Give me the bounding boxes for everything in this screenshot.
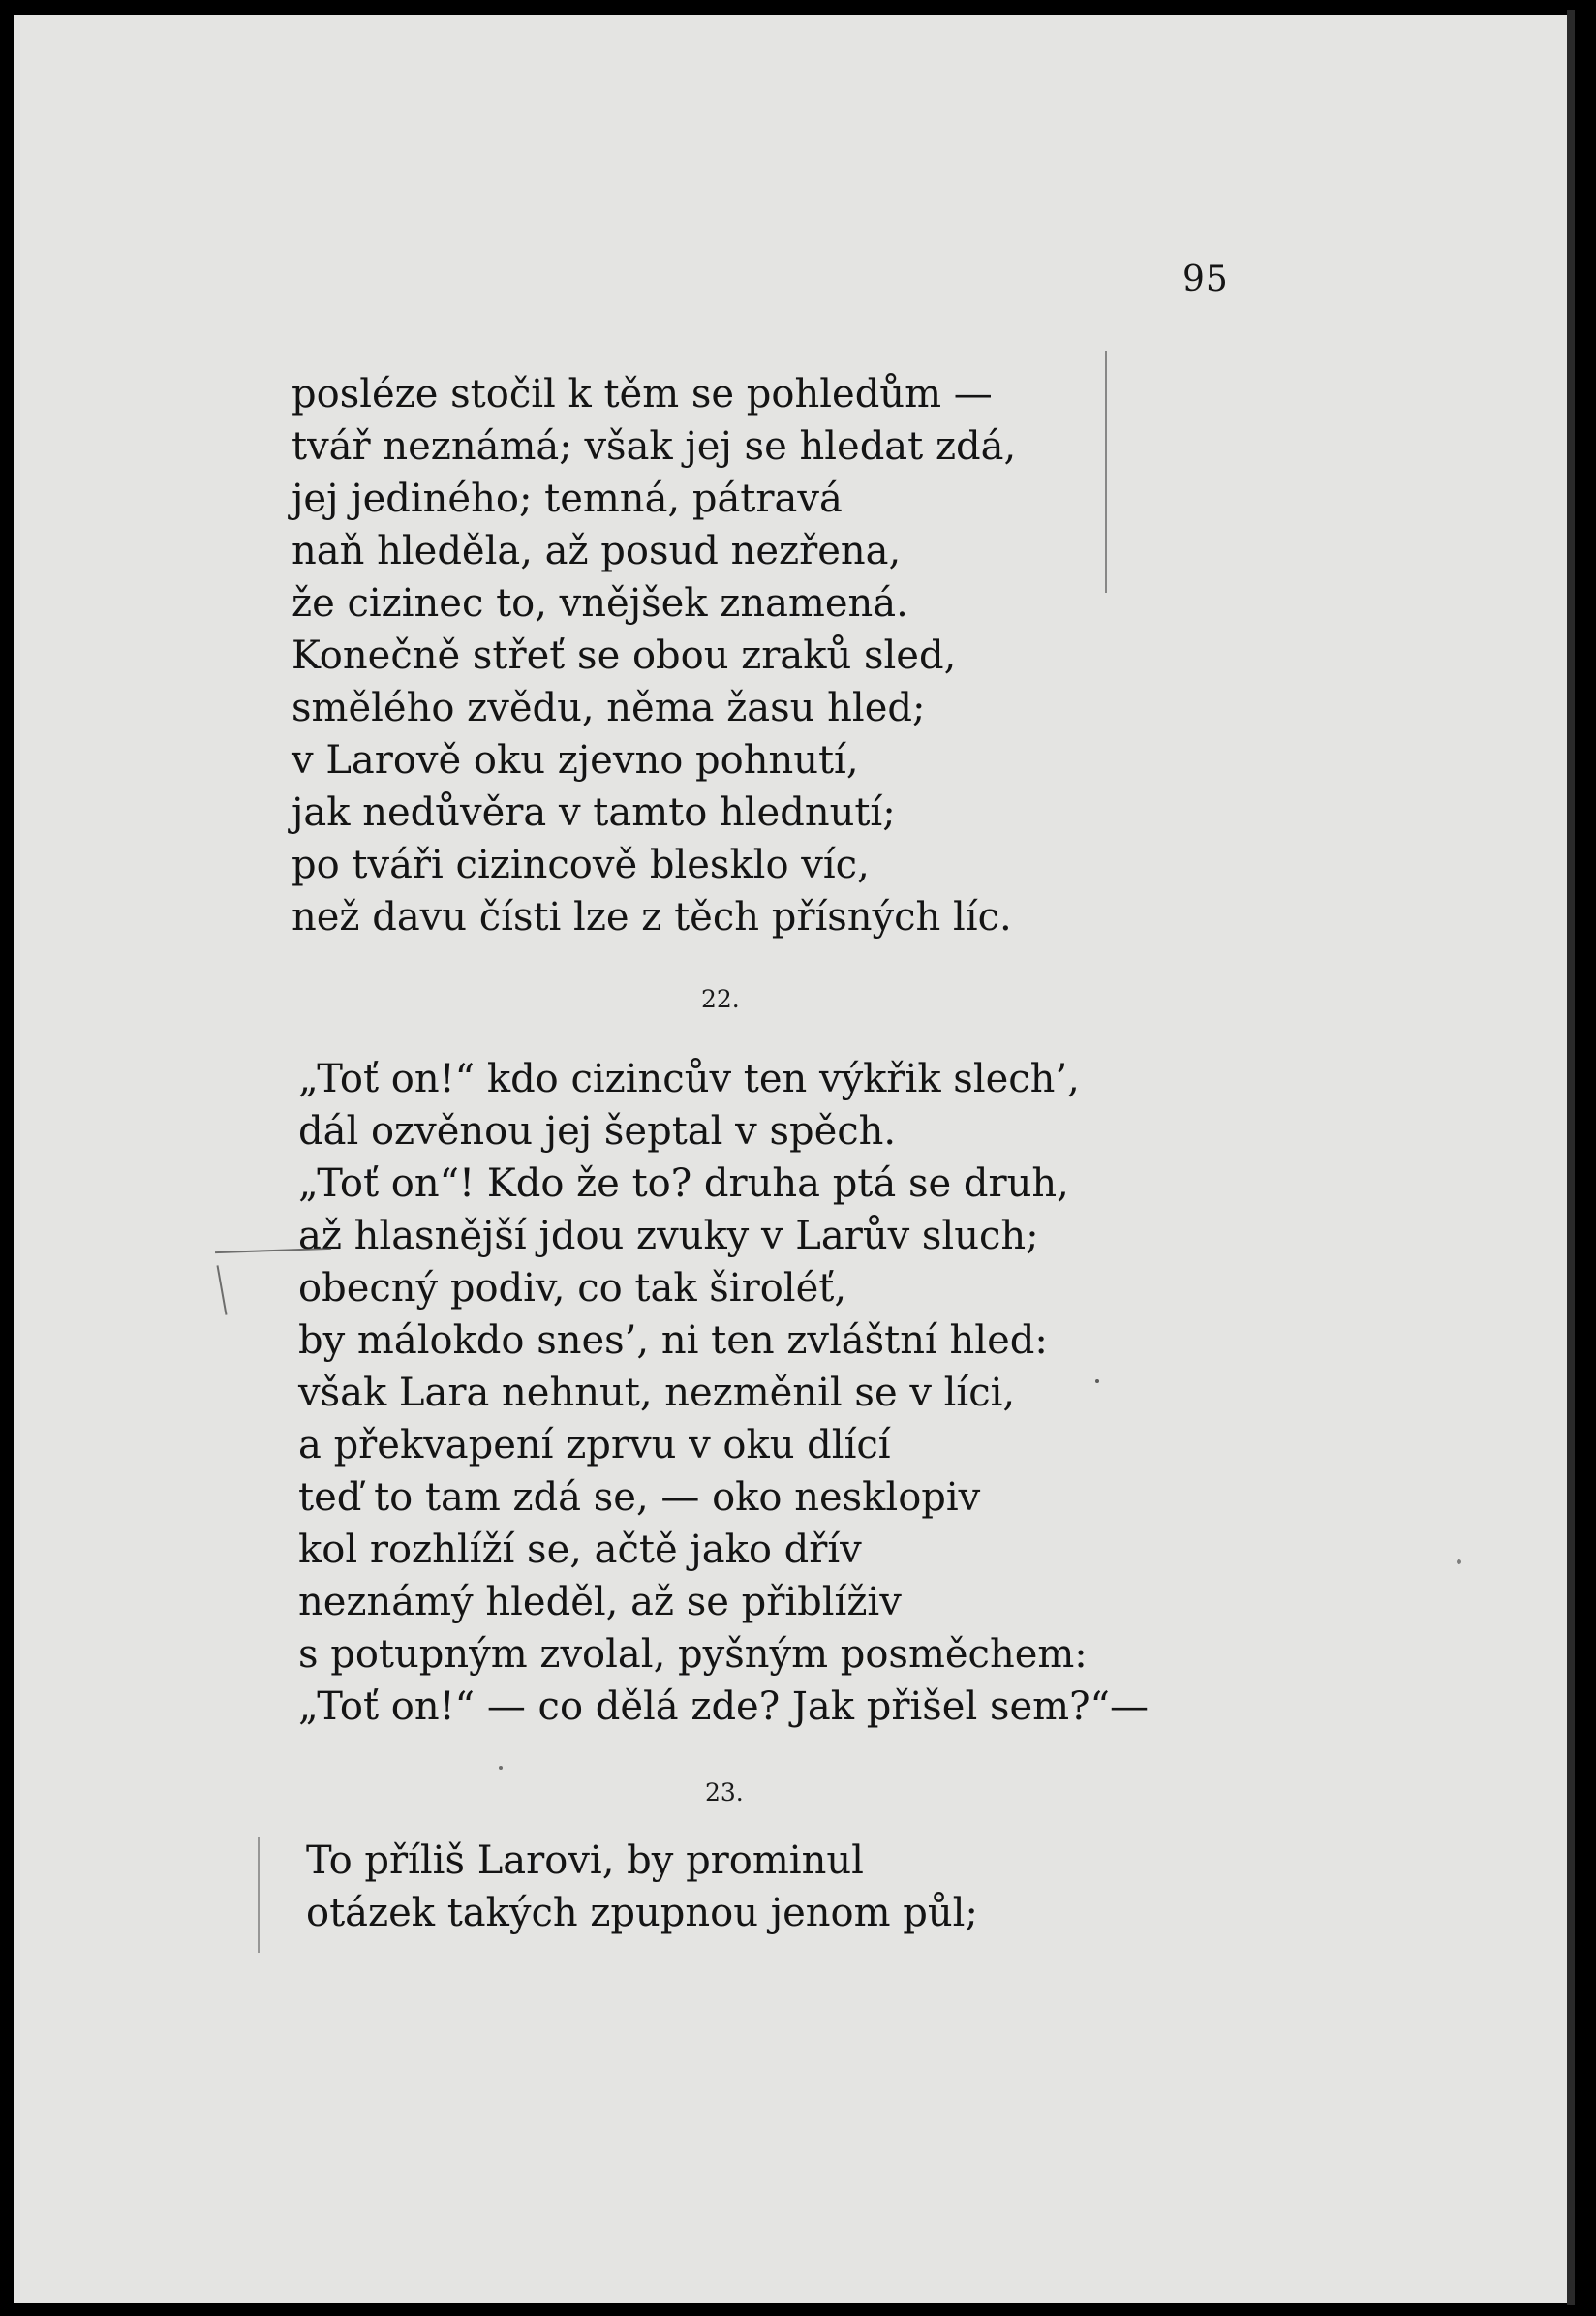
stanza-number-22: 22. (701, 985, 740, 1013)
verse-line: naň hleděla, až posud nezřena, (292, 529, 902, 573)
verse-line: neznámý hleděl, až se přiblíživ (298, 1580, 902, 1624)
pencil-mark (217, 1265, 228, 1315)
verse-line: však Lara nehnut, nezměnil se v líci, (298, 1371, 1016, 1415)
verse-line: „Toť on!“ kdo cizincův ten výkřik slech’, (298, 1057, 1080, 1101)
page-number: 95 (1182, 260, 1229, 299)
verse-line: kol rozhlíží se, ačtě jako dřív (298, 1528, 862, 1572)
verse-line: To příliš Larovi, by prominul (306, 1838, 864, 1883)
pencil-mark (1095, 1379, 1099, 1383)
verse-line: dál ozvěnou jej šeptal v spěch. (298, 1109, 897, 1154)
book-page (14, 15, 1571, 2303)
pencil-mark (258, 1837, 260, 1953)
verse-line: obecný podiv, co tak široléť, (298, 1266, 847, 1311)
verse-line: jak nedůvěra v tamto hlednutí; (292, 790, 896, 835)
pencil-mark (1457, 1559, 1461, 1564)
pencil-mark (1105, 351, 1107, 593)
verse-line: tvář neznámá; však jej se hledat zdá, (292, 424, 1017, 469)
verse-line: po tváři cizincově blesklo víc, (292, 843, 870, 887)
stanza-number-23: 23. (705, 1778, 744, 1806)
verse-line: otázek takých zpupnou jenom půl; (306, 1891, 978, 1935)
verse-line: s potupným zvolal, pyšným posměchem: (298, 1632, 1088, 1677)
verse-line: až hlasnější jdou zvuky v Larův sluch; (298, 1214, 1039, 1258)
verse-line: že cizinec to, vnějšek znamená. (292, 581, 908, 626)
stanza-22 (298, 1053, 1149, 1733)
verse-line: smělého zvědu, něma žasu hled; (292, 686, 926, 730)
verse-line: a překvapení zprvu v oku dlící (298, 1423, 891, 1467)
stanza-23 (306, 1835, 978, 1939)
verse-line: v Larově oku zjevno pohnutí, (292, 738, 859, 783)
verse-line: „Toť on!“ — co dělá zde? Jak přišel sem?“— (298, 1684, 1149, 1729)
verse-line: než davu čísti lze z těch přísných líc. (292, 895, 1012, 940)
pencil-mark (499, 1766, 503, 1770)
verse-line: by málokdo snes’, ni ten zvláštní hled: (298, 1318, 1048, 1363)
verse-line: teď to tam zdá se, — oko nesklopiv (298, 1475, 981, 1520)
verse-line: „Toť on“! Kdo že to? druha ptá se druh, (298, 1161, 1069, 1206)
verse-line: Konečně střeť se obou zraků sled, (292, 633, 957, 678)
verse-line: jej jediného; temná, pátravá (292, 477, 843, 521)
page-edge-shadow (1567, 10, 1575, 2305)
stanza-21 (292, 368, 1016, 943)
verse-line: posléze stočil k těm se pohledům — (292, 372, 993, 417)
